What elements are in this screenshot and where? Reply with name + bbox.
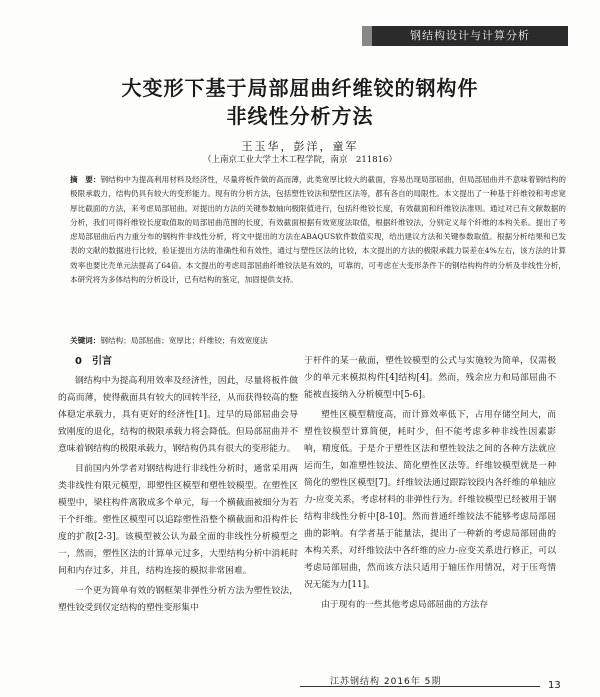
abstract-text: 钢结构中为提高利用材料及经济性，尽量将板件做的高而薄，此类宽厚比较大的截面，容易出现局部屈曲，但局部屈曲并不意味着钢结构的极限承载力，结构仍具有较大的变形能力。现有的分析方法，包括塑性铰法和塑性区法等，都有各自的局限性。本文提出了一种基于纤维铰和考虑宽厚比截面的方法，来考虑局部屈曲。对提出的方法的关键参数轴向极限值进行，包括纤维铰长度，有效截面和纤维铰法准则。通过对已有文献数据的分析，我们可得纤维铰长度取值取的局部屈曲范围的长度，有效截面根据有效宽度法取值，根据纤维铰法，分别定义每个纤维的本构关系。提出了考虑局部屈曲后内力重分布的钢构件非线性分析，将文中提出的方法在ABAQUS软件数值实现，给出建议方法和关键参数取值。根据分析结果和已发表的文献的数据进行比较，验证提出方法的准确性和有效性，通过与塑性区法的比较，本文提出的方法的极限承载力误差在4%左右，该方法的计算效率也要比壳单元法提高了64倍。本文提出的考虑局部屈曲纤维铰法是有效的，可靠的，可考虑在大变形条件下的钢结构构件的分析及非线性分析，本研究将为多体结构的分析设计，已有结构的鉴定，加固提供支持。 bbox=[70, 175, 566, 285]
authors: 王玉华，彭洋，童军 bbox=[241, 140, 359, 153]
paragraph: 由于现有的一些其他考虑局部屈曲的方法存 bbox=[321, 600, 489, 610]
keywords-text: 钢结构；局部屈曲；宽厚比；纤维铰；有效宽度法 bbox=[100, 336, 268, 345]
body-column-left bbox=[58, 353, 298, 617]
paragraph: 一个更为简单有效的钢框架非弹性分析方法为塑性铰法，塑性铰受到仅定结构的塑性变形集中 bbox=[58, 586, 298, 613]
body-column-right bbox=[304, 353, 556, 614]
abstract-label: 摘 要： bbox=[70, 175, 101, 184]
paragraph: 塑性区模型精度高，而计算效率低下，占用存储空间大，而塑性铰模型计算简便，耗时少，但不能考虑多种非线性因素影响，精度低。于是介于塑性区法和塑性铰法之间的各种方法就应运而生，如准塑性铰法、简化塑性区法等。纤维铰模型就是一种简化的塑性区模型[7]。纤维铰法通过跟踪铰段内各纤维的单轴应力-应变关系，考虑材料的非弹性行为。纤维铰模型已经被用于钢结构非线性分析中[8-10]。然而普通纤维铰法不能够考虑局部屈曲的影响。有学者基于能量法，提出了一种新的考虑局部屈曲的本构关系，对纤维铰法中各纤维的应力-应变关系进行修正，可以考虑局部屈曲，然而该方法只适用于轴压作用情况，对于压弯情况无能为力[11]。 bbox=[304, 410, 556, 590]
keywords bbox=[70, 335, 566, 346]
abstract bbox=[70, 173, 566, 287]
paragraph: 于杆件的某一截面，塑性铰模型的公式与实施较为简单，仅需极少的单元来模拟构件[4]结构[4]。然而，残余应力和局部屈曲不能被直接纳入分析模型中[5-6]。 bbox=[304, 356, 556, 400]
affiliation: （上南京工业大学土木工程学院，南京 211816） bbox=[203, 155, 397, 165]
paragraph: 钢结构中为提高利用效率及经济性，因此，尽量将板件做的高而薄，使得截面具有较大的回转半径，从而获得较高的整体稳定承载力，具有更好的经济性[1]。过早的局部屈曲会导致刚度的退化，结构的极限承载力将会降低。但局部屈曲并不意味着钢结构的极限承载力，钢结构仍具有很大的变形能力。 bbox=[58, 376, 298, 454]
paper-title-line2: 非线性分析方法 bbox=[226, 104, 374, 128]
header-badge-accent bbox=[362, 26, 372, 46]
journal-section-badge: 钢结构设计与计算分析 bbox=[372, 26, 568, 46]
page-number: 13 bbox=[548, 680, 561, 691]
journal-footer: 江苏钢结构 2016年 5期 bbox=[330, 677, 442, 687]
section-heading: 0 引言 bbox=[75, 356, 112, 367]
paper-title-line1: 大变形下基于局部屈曲纤维铰的钢构件 bbox=[121, 76, 479, 100]
keywords-label: 关键词： bbox=[70, 336, 101, 345]
paragraph: 目前国内外学者对钢结构进行非线性分析时，通常采用两类非线性有限元模型，即塑性区模型和塑性铰模型。在塑性区模型中，梁柱构件离散成多个单元，每一个横截面被细分为若干个纤维。塑性区模型可以追踪塑性沿整个横截面和沿构件长度的扩散[2-3]。该模型被公认为最全面的非线性分析模型之一，然而，塑性区法的计算单元过多，大型结构分析中消耗时间和内存过多，并且，结构连接的模拟非常困难。 bbox=[58, 464, 298, 576]
